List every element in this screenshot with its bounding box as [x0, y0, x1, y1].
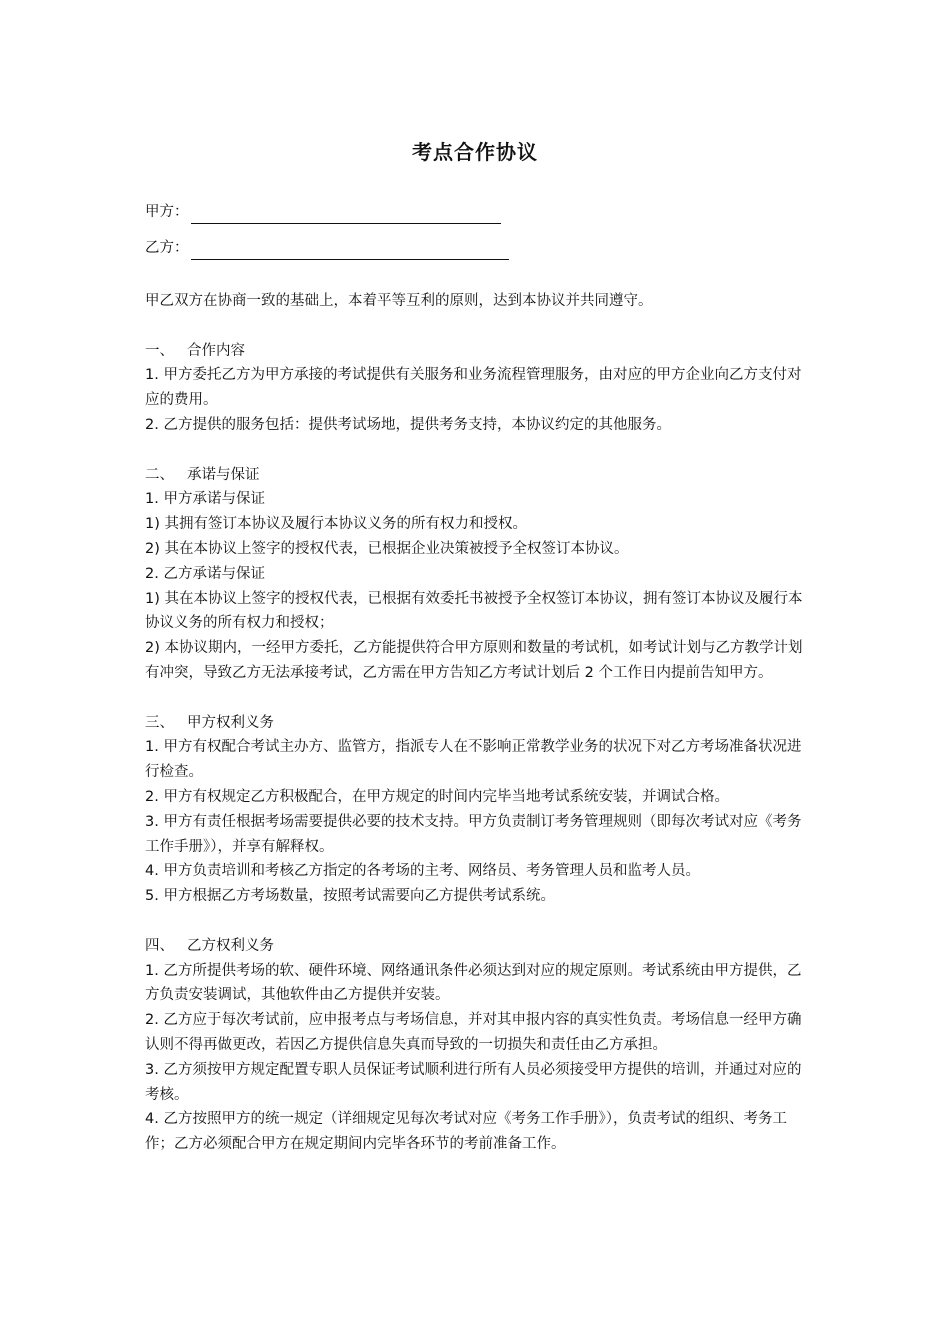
section-4 — [145, 934, 810, 1157]
section-paragraph: 5. 甲方根据乙方考场数量，按照考试需要向乙方提供考试系统。 — [145, 888, 555, 905]
section-heading — [145, 711, 810, 736]
section-paragraph: 2) 本协议期内，一经甲方委托，乙方能提供符合甲方原则和数量的考试机，如考试计划与乙方教学计划有冲突，导致乙方无法承接考试，乙方需在甲方告知乙方考试计划后 2 个工作日内提前告知甲方。 — [145, 640, 803, 681]
section-paragraph: 3. 甲方有责任根据考场需要提供必要的技术支持。甲方负责制订考务管理规则（即每次考试对应《考务工作手册》），并享有解释权。 — [145, 813, 802, 855]
section-heading — [145, 463, 810, 488]
page-title: 考点合作协议 — [412, 140, 538, 164]
section-paragraph: 2) 其在本协议上签字的授权代表，已根据企业决策被授予全权签订本协议。 — [145, 540, 629, 557]
section-paragraph: 1. 甲方承诺与保证 — [145, 491, 265, 508]
section-number: 一、 — [145, 342, 174, 359]
section-title: 合作内容 — [187, 342, 245, 359]
party-b-label: 乙方： — [145, 240, 189, 256]
section-3 — [145, 711, 810, 909]
agreement-body — [145, 289, 810, 1157]
section-paragraph: 3. 乙方须按甲方规定配置专职人员保证考试顺利进行所有人员必须接受甲方提供的培训，并通过对应的考核。 — [145, 1061, 802, 1103]
section-title: 乙方权利义务 — [187, 937, 274, 954]
section-1 — [145, 339, 810, 438]
section-paragraph: 1. 甲方有权配合考试主办方、监管方，指派专人在不影响正常教学业务的状况下对乙方考场准备状况进行检查。 — [145, 739, 802, 781]
section-paragraph: 4. 甲方负责培训和考核乙方指定的各考场的主考、网络员、考务管理人员和监考人员。 — [145, 863, 700, 880]
section-paragraph: 1) 其在本协议上签字的授权代表，已根据有效委托书被授予全权签订本协议，拥有签订本协议及履行本协议义务的所有权力和授权； — [145, 590, 803, 632]
section-heading — [145, 934, 810, 959]
section-number: 二、 — [145, 466, 174, 483]
section-2 — [145, 463, 810, 686]
section-number: 三、 — [145, 714, 174, 731]
section-paragraph: 1. 甲方委托乙方为甲方承接的考试提供有关服务和业务流程管理服务，由对应的甲方企业向乙方支付对应的费用。 — [145, 367, 802, 409]
section-paragraph: 2. 甲方有权规定乙方积极配合，在甲方规定的时间内完毕当地考试系统安装，并调试合格。 — [145, 788, 729, 805]
section-paragraph: 1. 乙方所提供考场的软、硬件环境、网络通讯条件必须达到对应的规定原则。考试系统由甲方提供，乙方负责安装调试，其他软件由乙方提供并安装。 — [145, 962, 802, 1004]
section-paragraph: 2. 乙方提供的服务包括：提供考试场地，提供考务支持，本协议约定的其他服务。 — [145, 416, 671, 433]
section-paragraph: 2. 乙方承诺与保证 — [145, 565, 265, 582]
party-a-blank[interactable] — [191, 205, 501, 224]
section-paragraph: 1) 其拥有签订本协议及履行本协议义务的所有权力和授权。 — [145, 516, 527, 533]
section-title: 承诺与保证 — [187, 466, 260, 483]
section-heading — [145, 339, 810, 364]
intro-paragraph: 甲乙双方在协商一致的基础上，本着平等互利的原则，达到本协议并共同遵守。 — [145, 293, 653, 309]
party-a-label: 甲方： — [145, 204, 189, 220]
section-paragraph: 4. 乙方按照甲方的统一规定（详细规定见每次考试对应《考务工作手册》），负责考试的组织、考务工作；乙方必须配合甲方在规定期间内完毕各环节的考前准备工作。 — [145, 1111, 787, 1153]
section-number: 四、 — [145, 937, 174, 954]
party-a-line — [145, 200, 501, 224]
party-b-blank[interactable] — [191, 241, 509, 260]
party-b-line — [145, 236, 509, 260]
section-paragraph: 2. 乙方应于每次考试前，应申报考点与考场信息，并对其申报内容的真实性负责。考场信息一经甲方确认则不得再做更改，若因乙方提供信息失真而导致的一切损失和责任由乙方承担。 — [145, 1012, 802, 1053]
section-title: 甲方权利义务 — [187, 714, 274, 731]
